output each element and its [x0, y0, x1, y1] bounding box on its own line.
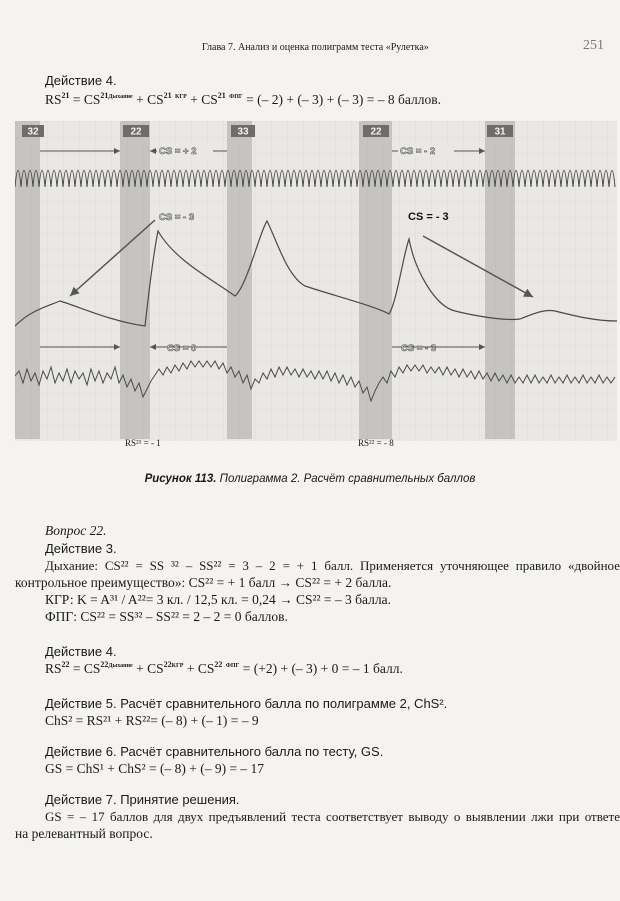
action5-label: Действие 5. Расчёт сравнительного балла по полиграмме 2, ChS².	[45, 696, 448, 711]
block2-action-label: Действие 4.	[45, 644, 117, 659]
cs-breath: CS	[83, 92, 101, 107]
action7-label: Действие 7. Принятие решения.	[45, 792, 240, 807]
block2-result: = (+2) + (– 3) + 0 = – 1 балл.	[242, 661, 403, 676]
block1-result: = (– 2) + (– 3) + (– 3) = – 8 баллов.	[246, 92, 441, 107]
fpg-line: ФПГ: CS²² = SS³² – SS²² = 2 – 2 = 0 баллов.	[45, 609, 288, 624]
breath-line-1: Дыхание: CS²² = SS ³² – SS²² = 3 – 2 = + 1 балл. Применяется уточняющее правило «двойное	[45, 558, 620, 573]
annotation-cs-zero: CS = 0	[167, 343, 197, 354]
rs-right-label: RS²² = - 8	[358, 438, 394, 448]
cs2-kgr-index: 22	[163, 660, 172, 669]
block2-formula: $RS^{22} = CS^{22Дыхание} + CS^{22КГР} + CS^{22}$ $^{ФПГ}$ = (+2) + (– 3) + 0 = – 1 балл.	[45, 660, 403, 676]
block1-action-label: Действие 4.	[45, 73, 117, 88]
annotation-cs-minus3-left: CS = - 3	[159, 212, 195, 223]
cs2-fpg-channel: ФПГ	[225, 663, 240, 669]
breath-line-2: контрольное преимущество»: CS²² = + 1 балл → CS²² = + 2 балла.	[15, 575, 392, 590]
rs-symbol: RS	[45, 92, 62, 107]
cs2-breath: CS	[83, 661, 101, 676]
action5-formula: ChS² = RS²¹ + RS²²= (– 8) + (– 1) = – 9	[45, 713, 259, 728]
marker-label-32: 32	[27, 126, 39, 138]
kgr-line: КГР: K = A³¹ / A²²= 3 кл. / 12,5 кл. = 0,24 → CS²² = – 3 балла.	[45, 592, 391, 607]
rs2-index: 22	[61, 660, 70, 669]
chart-grid	[15, 121, 617, 441]
cs-fpg: CS	[201, 92, 218, 107]
marker-label-31: 31	[494, 126, 506, 138]
running-title: Глава 7. Анализ и оценка полиграмм теста «Рулетка»	[202, 42, 429, 53]
cs-fpg-channel: ФПГ	[229, 94, 243, 100]
annotation-cs-minus2: CS = - 2	[400, 146, 436, 157]
page-number: 251	[583, 38, 604, 53]
cs2-kgr-channel: КГР	[171, 663, 184, 669]
running-header	[0, 38, 620, 56]
stimulus-column-31	[485, 121, 515, 439]
question-action3-label: Действие 3.	[45, 541, 117, 556]
cs-kgr: CS	[147, 92, 164, 107]
cs2-kgr: CS	[147, 661, 164, 676]
action6-formula: GS = ChS¹ + ChS² = (– 8) + (– 9) = – 17	[45, 761, 265, 776]
cs-kgr-channel: КГР	[174, 94, 187, 100]
decision-line-1: GS = – 17 баллов для двух предъявлений теста соответствует выводу о выявлении лжи при ответе	[45, 809, 620, 824]
cs-kgr-index: 21	[163, 91, 172, 100]
marker-label-22a: 22	[130, 126, 142, 138]
block1-formula: $RS^{21} = CS^{21Дыхание} + CS^{21}$ $^{КГР} + CS^{21}$ $^{ФПГ}$ = (– 2) + (– 3) + (– 3) = – 8 баллов.	[45, 91, 441, 107]
cs2-fpg: CS	[197, 661, 215, 676]
figure-caption-label: Рисунок 113.	[144, 473, 217, 485]
rs2-symbol: RS	[45, 661, 62, 676]
figure-caption	[0, 473, 620, 485]
rs-index: 21	[61, 91, 70, 100]
cs-fpg-index: 21	[217, 91, 226, 100]
polygram-chart	[15, 121, 617, 441]
annotation-cs-plus2: CS = + 2	[159, 146, 197, 157]
cs2-breath-channel: Дыхание	[108, 663, 133, 669]
cs2-breath-index: 22	[100, 660, 109, 669]
marker-label-33: 33	[237, 126, 249, 138]
action6-label: Действие 6. Расчёт сравнительного балла по тесту, GS.	[45, 744, 384, 759]
decision-line-2: на релевантный вопрос.	[15, 826, 153, 841]
stimulus-column-33	[227, 121, 252, 439]
marker-label-22b: 22	[370, 126, 382, 138]
cs-breath-channel: Дыхание	[108, 94, 133, 100]
question-title: Вопрос 22.	[45, 523, 107, 538]
annotation-cs-minus3-right: CS = - 3	[408, 211, 449, 223]
annotation-cs-minus3-bottom: CS = - 3	[401, 343, 437, 354]
rs-left-label: RS²¹ = - 1	[125, 438, 161, 448]
cs2-fpg-index: 22	[214, 660, 223, 669]
stimulus-column-32	[15, 121, 40, 439]
cs-breath-index: 21	[100, 91, 109, 100]
figure-caption-text: Полиграмма 2. Расчёт сравнительных баллов	[216, 473, 476, 485]
